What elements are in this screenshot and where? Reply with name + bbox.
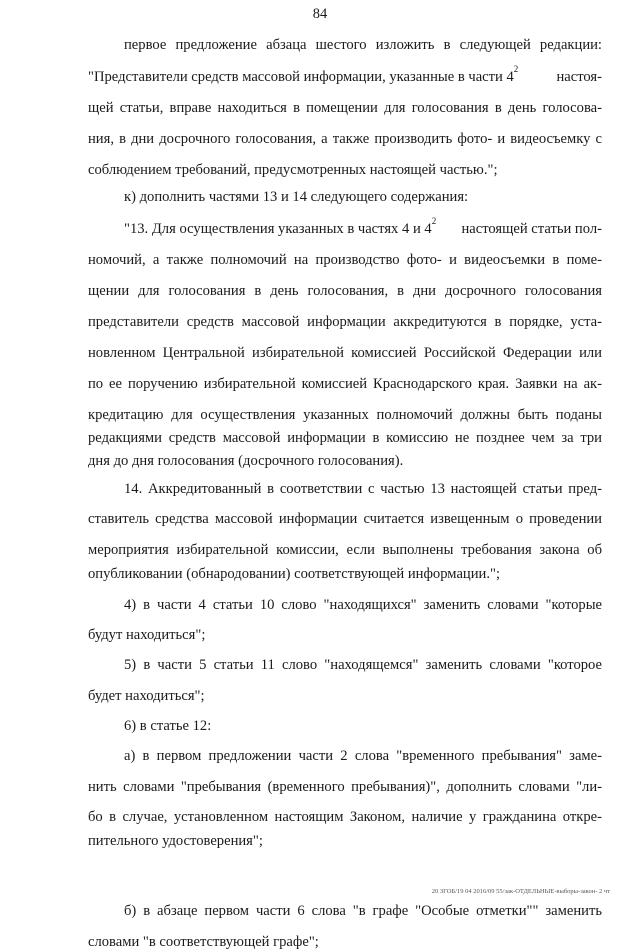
text-line: мероприятия избирательной комиссии, если выполнены требования закона об [88, 542, 602, 558]
text-line: а) в первом предложении части 2 слова "временного пребывания" заме- [124, 748, 602, 764]
text-line: нить словами "пребывания (временного пребывания)", дополнить словами "ли- [88, 779, 602, 795]
text-line: 6) в статье 12: [124, 718, 212, 734]
text-line: 14. Аккредитованный в соответствии с частью 13 настоящей статьи пред- [124, 481, 602, 497]
text-line: пительного удостоверения"; [88, 833, 263, 849]
text-line-part: настоя- [556, 69, 602, 85]
text-line: дня до дня голосования (досрочного голосования). [88, 453, 404, 469]
text-line: ния, в дни досрочного голосования, а также производить фото- и видеосъемку с [88, 131, 602, 147]
text-line: бо в случае, установленном настоящим Законом, наличие у гражданина откре- [88, 809, 602, 825]
text-line: новленном Центральной избирательной комиссией Российской Федерации или [88, 345, 602, 361]
text-line: по ее поручению избирательной комиссией Краснодарского края. Заявки на ак- [88, 376, 602, 392]
text-line: соблюдением требований, предусмотренных настоящей частью."; [88, 162, 498, 178]
page-number: 84 [312, 6, 328, 22]
text-line: 4) в части 4 статьи 10 слово "находящихся" заменить словами "которые [124, 597, 602, 613]
text-line: будут находиться"; [88, 627, 206, 643]
text-line: будет находиться"; [88, 688, 205, 704]
superscript: 2 [431, 216, 437, 226]
text-line [88, 64, 602, 86]
text-line: словами "в соответствующей графе"; [88, 934, 319, 950]
text-line-part: настоящей статьи пол- [461, 221, 602, 237]
text-line: представители средств массовой информации аккредитуются в порядке, уста- [88, 314, 602, 330]
text-line [124, 216, 602, 238]
text-line: 5) в части 5 статьи 11 слово "находящемся" заменить словами "которое [124, 657, 602, 673]
text-line: опубликовании (обнародовании) соответствующей информации."; [88, 566, 501, 582]
text-line: к) дополнить частями 13 и 14 следующего содержания: [124, 189, 469, 205]
text-line: редакциями средств массовой информации в комиссию не позднее чем за три [88, 430, 602, 446]
text-line: б) в абзаце первом части 6 слова "в графе "Особые отметки"" заменить [124, 903, 602, 919]
text-line-part: "Представители средств массовой информации, указанные в части 4 [88, 69, 514, 85]
text-line: кредитацию для осуществления указанных полномочий должны быть поданы [88, 407, 602, 423]
footer-file-path: 20 ЗГОБ/19 04 2016/09 55/зак-ОТДЕЛЬНЫЕ-выборы-закон- 2 чт [431, 888, 610, 895]
text-line-part: "13. Для осуществления указанных в частях 4 и 4 [124, 221, 432, 237]
text-line: первое предложение абзаца шестого изложить в следующей редакции: [124, 37, 602, 53]
superscript: 2 [513, 64, 519, 74]
text-line: ставитель средства массовой информации считается извещенным о проведении [88, 511, 602, 527]
text-line: номочий, а также полномочий на производство фото- и видеосъемки в поме- [88, 252, 602, 268]
text-line: щей статьи, вправе находиться в помещении для голосования в день голосова- [88, 100, 602, 116]
text-line: щении для голосования в день голосования, в дни досрочного голосования [88, 283, 602, 299]
